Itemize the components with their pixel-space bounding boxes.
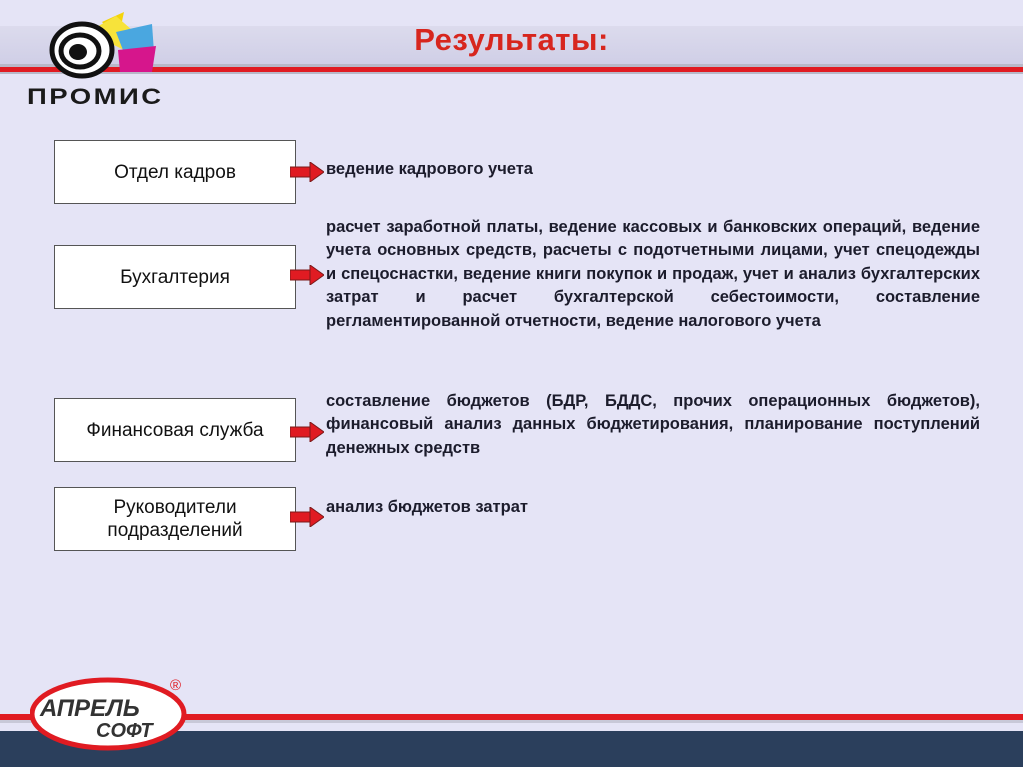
arrow-right-icon <box>290 507 324 527</box>
department-label: Руководители подразделений <box>107 497 243 541</box>
registered-mark: ® <box>170 677 182 694</box>
april-logo-line2: СОФТ <box>96 720 153 742</box>
page-title: Результаты: <box>414 22 609 57</box>
department-label: Бухгалтерия <box>120 266 230 288</box>
arrow-right-icon <box>290 265 324 285</box>
department-label: Отдел кадров <box>114 161 236 183</box>
department-description: составление бюджетов (БДР, БДДС, прочих операционных бюджетов), финансовый анализ данных бюджетирования, планирование поступлений денежных средств <box>326 392 980 457</box>
department-box-accounting <box>54 245 296 309</box>
april-logo-line1: АПРЕЛЬ <box>40 695 140 722</box>
department-box-finance <box>54 398 296 462</box>
arrow-right-icon <box>290 422 324 442</box>
department-description: анализ бюджетов затрат <box>326 498 528 516</box>
department-box-hr <box>54 140 296 204</box>
arrow-right-icon <box>290 162 324 182</box>
department-box-managers <box>54 487 296 551</box>
department-description: ведение кадрового учета <box>326 160 533 178</box>
department-description: расчет заработной платы, ведение кассовых и банковских операций, ведение учета основных средств, расчеты с подотчетными лицами, учет спецодежды и спецоснастки, ведение книги покупок и продаж, учет и анализ бухгалтерских затрат и расчет бухгалтерской себестоимости, составление регламентированной отчетности, ведение налогового учета <box>326 218 980 330</box>
promis-logo-text: ПРОМИС <box>27 84 164 109</box>
department-label: Финансовая служба <box>86 419 264 441</box>
